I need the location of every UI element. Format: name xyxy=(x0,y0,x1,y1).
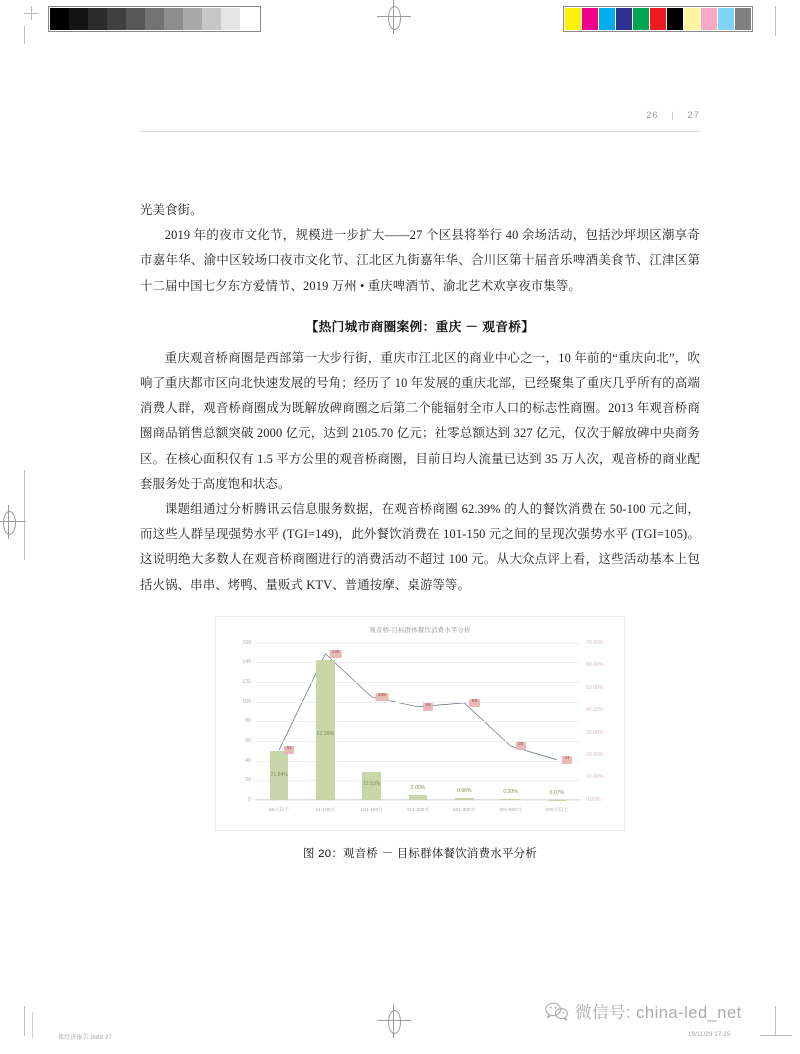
y-axis-tick-label: 120 xyxy=(242,679,251,686)
figure-caption: 图 20：观音桥 － 目标群体餐饮消费水平分析 xyxy=(302,847,538,860)
x-axis-tick-label: 301-500元 xyxy=(499,807,522,813)
running-head xyxy=(140,105,700,123)
chart-bar-value-label: 0.96% xyxy=(457,787,472,794)
crop-mark-top-left xyxy=(24,6,38,20)
chart-line-value-label: 99 xyxy=(469,699,479,707)
chart-gridline xyxy=(256,702,580,703)
folio-right: 27 xyxy=(687,110,700,121)
greyscale-swatch xyxy=(164,8,183,30)
secondary-y-axis-tick-label: 10.00% xyxy=(586,774,604,781)
color-swatch xyxy=(650,8,667,30)
chart-bar xyxy=(455,798,474,800)
chart-bar-value-label: 12.53% xyxy=(363,781,381,788)
x-axis-tick-label: 50元以下 xyxy=(269,807,290,813)
chart-gridline xyxy=(256,643,580,644)
chart-bar-value-label: 0.20% xyxy=(503,789,518,796)
chart-line-value-label: 51 xyxy=(284,746,294,754)
color-calibration-bar xyxy=(563,6,753,32)
footer-trim-rule xyxy=(32,1012,33,1038)
chart-bar-value-label: 0.07% xyxy=(549,789,565,796)
registration-mark-left xyxy=(0,505,26,539)
page-content xyxy=(140,198,700,861)
greyscale-swatch xyxy=(126,8,145,30)
wechat-watermark-text: 微信号: china-led_net xyxy=(575,1004,742,1022)
secondary-y-axis-tick-label: 70.00% xyxy=(586,639,604,646)
paragraph-continuation: 光美食街。 xyxy=(140,203,203,217)
x-axis-tick-label: 151-200元 xyxy=(406,807,430,813)
chart-container xyxy=(215,616,625,831)
color-swatch xyxy=(616,8,633,30)
color-swatch xyxy=(735,8,751,30)
x-axis-tick-label: 101-150元 xyxy=(360,807,384,813)
chart-bar-value-label: 21.84% xyxy=(270,771,288,778)
secondary-y-axis-tick-label: 60.00% xyxy=(586,662,604,669)
registration-mark-top xyxy=(377,0,411,34)
chart-line-value-label: 149 xyxy=(329,650,342,658)
y-axis-tick-label: 40 xyxy=(245,757,251,764)
chart-gridline xyxy=(256,662,580,663)
print-timestamp: 19/11/29 17:25 xyxy=(688,1032,731,1038)
color-swatch xyxy=(667,8,684,30)
y-axis-tick-label: 20 xyxy=(245,777,251,784)
greyscale-swatch xyxy=(69,8,88,30)
wechat-watermark xyxy=(545,999,742,1023)
chart-title: 观音桥-目标群体餐饮消费水平分析 xyxy=(369,626,471,634)
chart-gridline xyxy=(256,780,580,781)
chart-line-value-label: 41 xyxy=(562,756,572,764)
greyscale-calibration-bar xyxy=(48,6,261,32)
y-axis-tick-label: 0 xyxy=(248,796,251,803)
secondary-y-axis-tick-label: 40.00% xyxy=(586,707,604,714)
trim-mark-bottom-left xyxy=(24,1006,25,1036)
greyscale-swatch xyxy=(221,8,240,30)
greyscale-swatch xyxy=(107,8,126,30)
chart-bar-value-label: 2.00% xyxy=(410,785,426,792)
x-axis-tick-label: 500元以上 xyxy=(545,807,569,813)
paragraph-guanyinqiao-overview: 重庆观音桥商圈是西部第一大步行街，重庆市江北区的商业中心之一，10 年前的“重庆向北”，吹响了重庆都市区向北快速发展的号角；经历了 10 年发展的重庆北部，已经聚集了重庆几乎所有的高端消费人群，观音桥商圈成为既解放碑商圈之后第二个能辐射全市人口的标志性商圈。2013 年观音桥商圈商品销售总额突破 2000 亿元，达到 2105.70 亿元；社零总额达到 327 亿元，仅次于解放碑中央商务区。在核心面积仅有 1.5 平方公里的观音桥商圈，目前日均人流量已达到 35 万人次，观音桥的商业配套服务处于高度饱和状态。 xyxy=(140,350,700,491)
y-axis-tick-label: 100 xyxy=(242,698,251,705)
chart-gridline xyxy=(256,800,580,801)
wechat-icon xyxy=(545,1002,569,1021)
greyscale-swatch xyxy=(202,8,221,30)
chart-gridline xyxy=(256,761,580,762)
indd-imprint: 夜经济报告.indd 27 xyxy=(58,1035,112,1041)
chart-gridline xyxy=(256,682,580,683)
x-axis-tick-label: 51-100元 xyxy=(315,807,336,813)
trim-mark-bottom-right-horizontal xyxy=(760,1035,792,1036)
header-divider xyxy=(140,131,700,132)
secondary-y-axis-tick-label: 30.00% xyxy=(586,729,604,736)
x-axis-tick-label: 201-300元 xyxy=(452,807,476,813)
greyscale-swatch xyxy=(240,8,259,30)
greyscale-swatch xyxy=(88,8,107,30)
y-axis-tick-label: 140 xyxy=(242,659,251,666)
greyscale-swatch xyxy=(183,8,202,30)
section-heading: 【热门城市商圈案例：重庆 － 观音桥】 xyxy=(305,319,535,334)
y-axis-tick-label: 80 xyxy=(245,718,251,725)
trim-mark-top-left xyxy=(24,26,25,44)
color-swatch xyxy=(599,8,616,30)
trim-mark-bottom-right xyxy=(775,1006,776,1036)
paragraph-night-market-festival: 2019 年的夜市文化节，规模进一步扩大——27 个区县将举行 40 余场活动，包括沙坪坝区潮享奇市嘉年华、渝中区较场口夜市文化节、江北区九街嘉年华、合川区第十届音乐啤酒美食节、江津区第十二届中国七夕东方爱情节、2019 万州 • 重庆啤酒节、渝北艺术欢享夜市集等。 xyxy=(140,228,700,293)
chart-bar xyxy=(409,795,428,799)
paragraph-consumption-analysis: 课题组通过分析腾讯云信息服务数据，在观音桥商圈 62.39% 的人的餐饮消费在 50-100 元之间，而这些人群呈现强势水平 (TGI=149)，此外餐饮消费在 101-150 元之间的呈现次强势水平 (TGI=105)。这说明绝大多数人在观音桥商圈进行的消费活动不超过 100 元。从大众点评上看，这些活动基本上包括火锅、串串、烤鸭、量贩式 KTV、普通按摩、桌游等等。 xyxy=(140,502,700,592)
chart-line-value-label: 105 xyxy=(375,693,388,701)
secondary-y-axis-tick-label: 0.00% xyxy=(586,796,601,803)
figure-20 xyxy=(215,616,625,861)
chart-gridline xyxy=(256,741,580,742)
chart-gridline xyxy=(256,721,580,722)
folio-separator: | xyxy=(671,110,675,121)
color-swatch xyxy=(633,8,650,30)
chart-bar-value-label: 62.39% xyxy=(316,730,335,737)
secondary-y-axis-tick-label: 20.00% xyxy=(586,751,604,758)
color-swatch xyxy=(701,8,718,30)
color-swatch xyxy=(565,8,582,30)
greyscale-swatch xyxy=(145,8,164,30)
color-swatch xyxy=(684,8,701,30)
registration-mark-bottom xyxy=(377,1004,411,1038)
chart-line-value-label: 95 xyxy=(423,703,433,711)
color-swatch xyxy=(582,8,599,30)
chart-plot-area xyxy=(242,639,604,813)
chart-line-value-label: 55 xyxy=(516,742,526,750)
y-axis-tick-label: 60 xyxy=(245,737,251,744)
y-axis-tick-label: 160 xyxy=(242,639,251,646)
folio-left: 26 xyxy=(646,110,659,121)
color-swatch xyxy=(718,8,735,30)
secondary-y-axis-tick-label: 50.00% xyxy=(586,684,604,691)
trim-mark-left-edge xyxy=(24,470,25,560)
chart-bar xyxy=(316,660,335,800)
page-folio xyxy=(646,110,700,121)
greyscale-swatch xyxy=(50,8,69,30)
trim-mark-top-right xyxy=(775,6,776,36)
